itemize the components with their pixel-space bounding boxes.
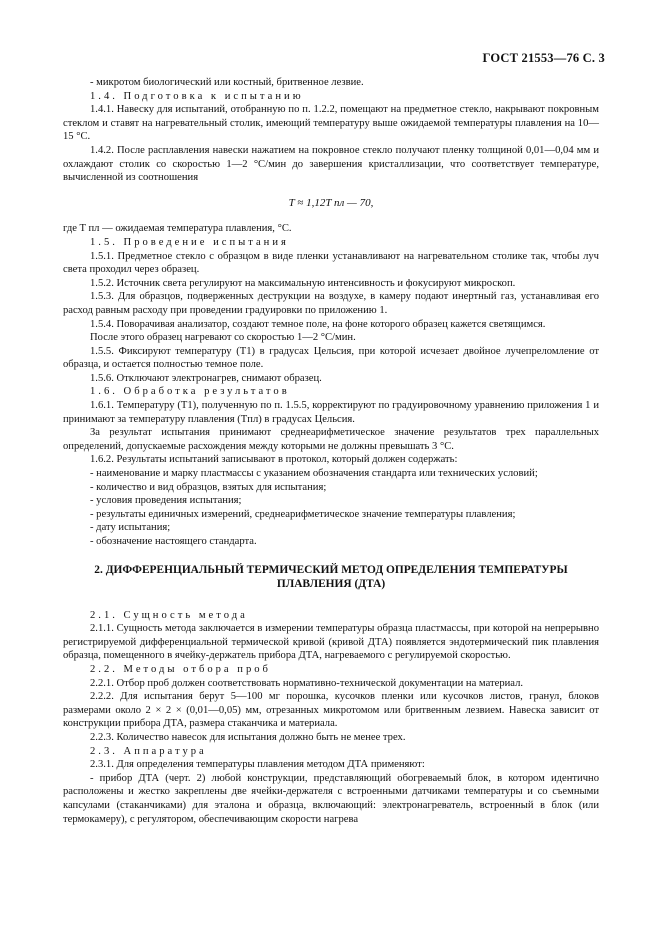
section-heading-2-2: 2.2. Методы отбора проб — [90, 663, 271, 675]
paragraph-1-4-2: 1.4.2. После расплавления навески нажатием на покровное стекло получают пленку толщиной 0,01—0,04 мм и охлаждают столик со скоростью 1—2 °С/мин до завершения кристаллизации, что соответствует температуре, вычисленной из соотношения — [63, 144, 599, 184]
section-heading-2-1: 2.1. Сущность метода — [90, 609, 248, 621]
paragraph-1-5-6: 1.5.6. Отключают электронагрев, снимают образец. — [90, 372, 322, 384]
paragraph-2-3-1: 2.3.1. Для определения температуры плавления методом ДТА применяют: — [90, 759, 425, 771]
section-heading-1-6: 1.6. Обработка результатов — [90, 386, 290, 398]
paragraph-2-2-3: 2.2.3. Количество навесок для испытания должно быть не менее трех. — [90, 731, 406, 743]
list-item: - микротом биологический или костный, бритвенное лезвие. — [90, 77, 364, 88]
section-heading-1-5: 1.5. Проведение испытания — [90, 236, 289, 248]
paragraph-1-6-2: 1.6.2. Результаты испытаний записывают в протокол, который должен содержать: — [90, 454, 458, 466]
list-item: - прибор ДТА (черт. 2) любой конструкции, представляющий обогреваемый блок, в котором идентично расположены и жестко закреплены две ячейки-держателя с встроенными датчиками температуры и со съемными капсулами (стаканчиками) для эталона и образца, включающий: электронагреватель, встроенный в блок (или термокамеру), с регулятором, обеспечивающим скорости нагрева — [63, 772, 599, 825]
list-item: - количество и вид образцов, взятых для испытания; — [90, 481, 327, 493]
section-title-2: 2. ДИФФЕРЕНЦИАЛЬНЫЙ ТЕРМИЧЕСКИЙ МЕТОД ОПРЕДЕЛЕНИЯ ТЕМПЕРАТУРЫ ПЛАВЛЕНИЯ (ДТА) — [94, 563, 568, 590]
paragraph-2-1-1: 2.1.1. Сущность метода заключается в измерении температуры образца пластмассы, при которой на непрерывно регистрируемой дифференциальной термической кривой (кривой ДТА) появляется эндотермический пик плавления образца, помещенного в ячейку-держатель прибора ДТА, нагреваемого с регулируемой скоростью. — [63, 623, 599, 662]
paragraph-2-2-2: 2.2.2. Для испытания берут 5—100 мг порошка, кусочков пленки или кусочков листов, гранул, блоков размерами около 2 × 2 × (0,01—0,05) мм, отрезанных микротомом или бритвенным лезвием. Навеска зависит от конструкции прибора ДТА, размера стаканчика и материала. — [63, 691, 599, 730]
paragraph-1-4-1: 1.4.1. Навеску для испытаний, отобранную по п. 1.2.2, помещают на предметное стекло, накрывают покровным стеклом и ставят на нагревательный столик, имеющий температуру выше ожидаемой температуры плавления на 10—15 °С. — [63, 104, 599, 143]
paragraph-1-5-3: 1.5.3. Для образцов, подверженных деструкции на воздухе, в камеру подают инертный газ, устанавливая его расход равным расходу при проведении градуировки по приложению 1. — [63, 291, 599, 316]
list-item: - условия проведения испытания; — [90, 495, 242, 507]
paragraph-1-5-1: 1.5.1. Предметное стекло с образцом в виде пленки устанавливают на нагревательном столике так, чтобы луч света проходил через образец. — [63, 250, 599, 276]
document-body — [63, 76, 599, 826]
formula: T ≈ 1,12T пл — 70, — [288, 196, 374, 209]
paragraph-1-6-1-cont: За результат испытания принимают среднеарифметическое значение результатов трех параллельных определений, допускаемые расхождения между которыми не должны превышать 3 °С. — [63, 427, 599, 452]
page-header: ГОСТ 21553—76 С. 3 — [482, 51, 605, 65]
list-item: - дату испытания; — [90, 522, 171, 534]
paragraph-2-2-1: 2.2.1. Отбор проб должен соответствовать нормативно-технической документации на материал. — [90, 677, 524, 689]
paragraph-1-5-2: 1.5.2. Источник света регулируют на максимальную интенсивность и фокусируют микроскоп. — [90, 277, 516, 289]
formula-legend: где T пл — ожидаемая температура плавления, °С. — [63, 223, 292, 235]
list-item: - результаты единичных измерений, среднеарифметическое значение температуры плавления; — [90, 508, 516, 520]
paragraph-1-5-5: 1.5.5. Фиксируют температуру (T1) в градусах Цельсия, при которой исчезает двойное лучепреломление от образца, и остается полностью темное поле. — [63, 345, 599, 371]
section-heading-2-3: 2.3. Аппаратура — [90, 745, 207, 757]
paragraph-1-5-4-cont: После этого образец нагревают со скоростью 1—2 °С/мин. — [90, 332, 356, 344]
paragraph-1-5-4: 1.5.4. Поворачивая анализатор, создают темное поле, на фоне которого образец кажется светящимся. — [90, 318, 546, 330]
list-item: - обозначение настоящего стандарта. — [90, 536, 257, 547]
list-item: - наименование и марку пластмассы с указанием обозначения стандарта или технических условий; — [90, 468, 538, 480]
section-heading-1-4: 1.4. Подготовка к испытанию — [90, 90, 304, 102]
paragraph-1-6-1: 1.6.1. Температуру (T1), полученную по п. 1.5.5, корректируют по градуировочному уравнению приложения 1 и принимают за температуру плавления (Tпл) в градусах Цельсия. — [63, 400, 599, 425]
